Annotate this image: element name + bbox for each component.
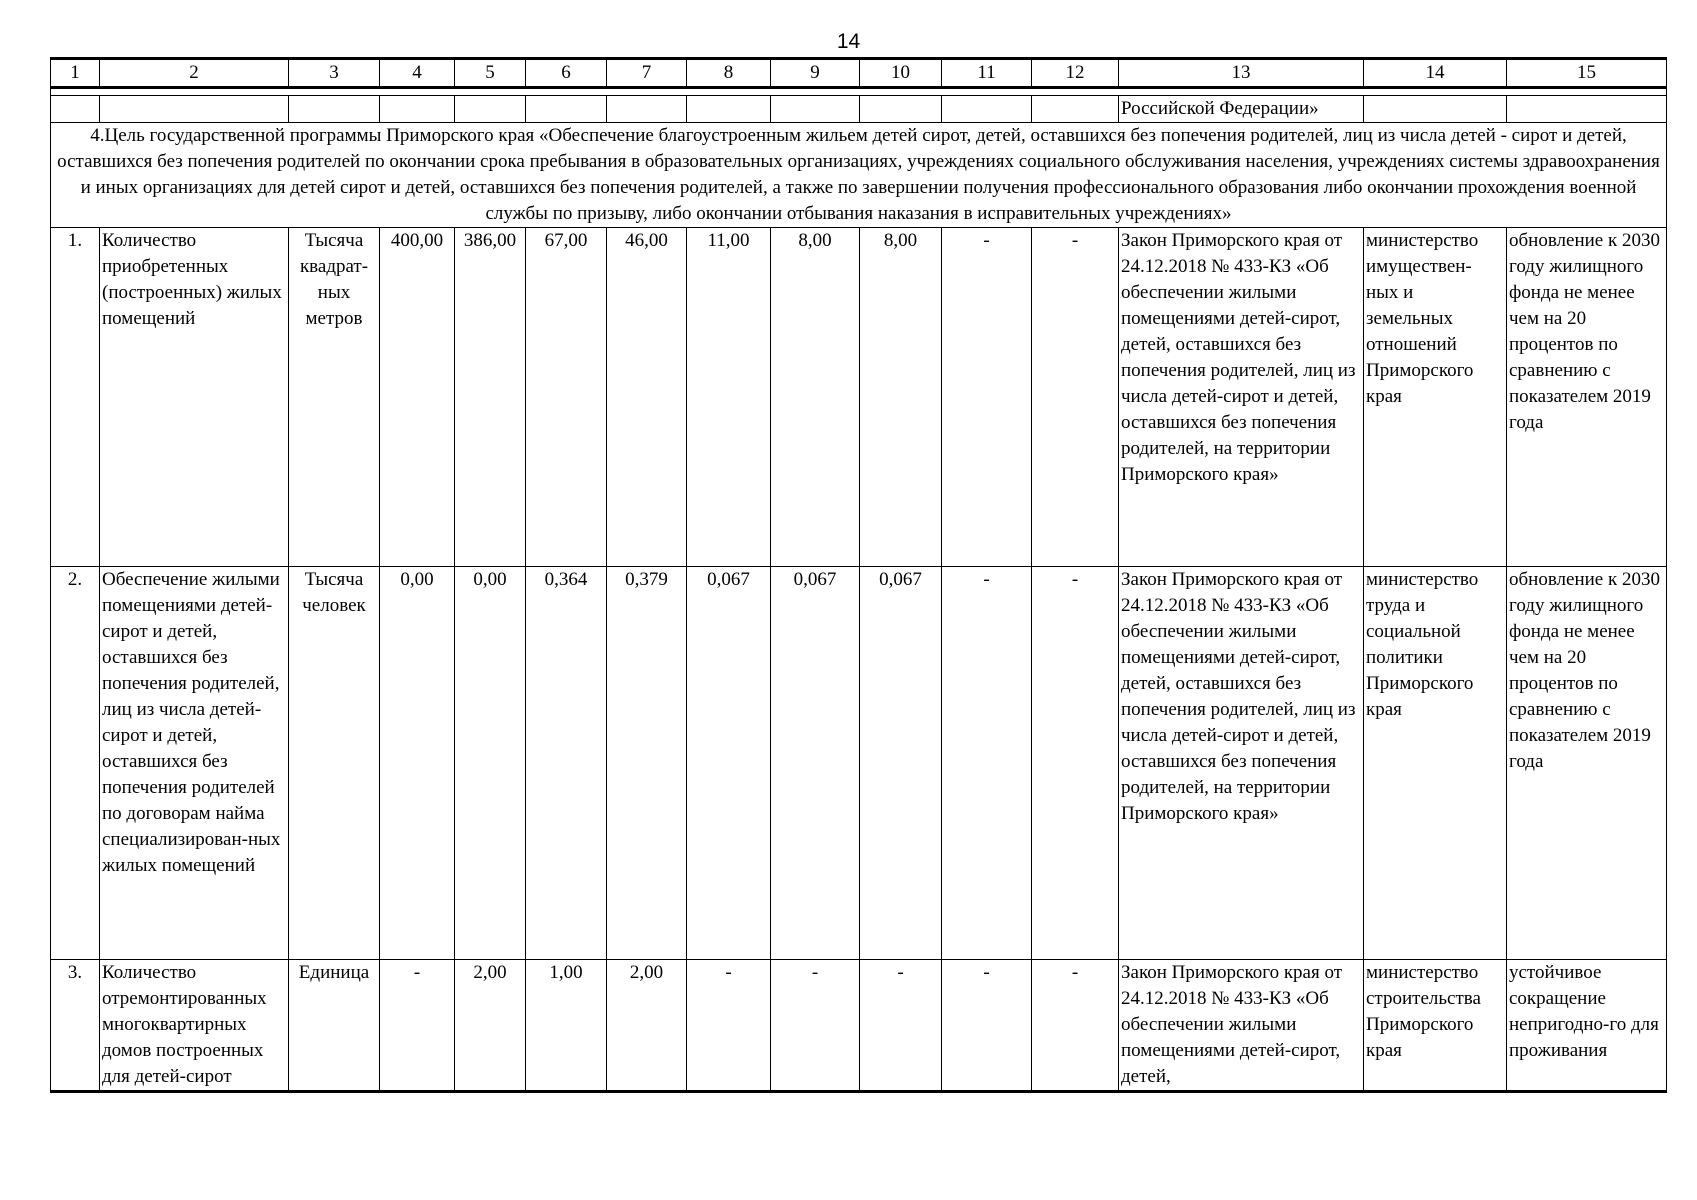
col-header-14: 14: [1364, 59, 1507, 88]
value-col-7: 0,379: [607, 567, 687, 960]
column-number-row: [51, 59, 1667, 88]
value-col-5: 2,00: [455, 960, 526, 1092]
unit: Тысяча человек: [289, 567, 380, 960]
goal-text: 4.Цель государственной программы Приморского края «Обеспечение благоустроенным жильем детей сирот, детей, оставшихся без попечения родителей, лиц из числа детей - сирот и детей, оставшихся без попечения родителей по окончании срока пребывания в образовательных организациях, учреждениях социального обслуживания населения, учреждениях системы здравоохранения и иных организациях для детей сирот и детей, оставшихся без попечения родителей, а также по завершении получения профессионального образования либо окончании прохождения военной службы по призыву, либо окончании отбывания наказания в исправительных учреждениях»: [51, 123, 1667, 228]
continuation-row: [51, 96, 1667, 123]
row-number: 1.: [51, 228, 100, 567]
value-col-9: 0,067: [771, 567, 860, 960]
goal-row: [51, 123, 1667, 228]
col-header-4: 4: [380, 59, 455, 88]
value-col-4: -: [380, 960, 455, 1092]
value-col-11: -: [942, 567, 1032, 960]
responsible-body: министерство имуществен-ных и земельных отношений Приморского края: [1364, 228, 1507, 567]
col-header-8: 8: [687, 59, 771, 88]
col-header-12: 12: [1032, 59, 1119, 88]
value-col-4: 0,00: [380, 567, 455, 960]
expected-result: обновление к 2030 году жилищного фонда не менее чем на 20 процентов по сравнению с показателем 2019 года: [1507, 228, 1667, 567]
value-col-5: 0,00: [455, 567, 526, 960]
value-col-7: 2,00: [607, 960, 687, 1092]
col-header-11: 11: [942, 59, 1032, 88]
table-row: [51, 567, 1667, 960]
value-col-11: -: [942, 228, 1032, 567]
value-col-12: -: [1032, 960, 1119, 1092]
page-number: 14: [836, 30, 861, 53]
legal-basis: Закон Приморского края от 24.12.2018 № 433-КЗ «Об обеспечении жилыми помещениями детей-сирот, детей,: [1119, 960, 1364, 1092]
unit: Тысяча квадрат-ных метров: [289, 228, 380, 567]
col-header-13: 13: [1119, 59, 1364, 88]
col-header-15: 15: [1507, 59, 1667, 88]
value-col-6: 67,00: [526, 228, 607, 567]
responsible-body: министерство труда и социальной политики Приморского края: [1364, 567, 1507, 960]
expected-result: обновление к 2030 году жилищного фонда не менее чем на 20 процентов по сравнению с показателем 2019 года: [1507, 567, 1667, 960]
responsible-body: министерство строительства Приморского края: [1364, 960, 1507, 1092]
value-col-4: 400,00: [380, 228, 455, 567]
value-col-9: 8,00: [771, 228, 860, 567]
value-col-12: -: [1032, 228, 1119, 567]
value-col-7: 46,00: [607, 228, 687, 567]
col-header-7: 7: [607, 59, 687, 88]
col-header-10: 10: [860, 59, 942, 88]
indicator-name: Количество отремонтированных многоквартирных домов построенных для детей-сирот: [100, 960, 289, 1092]
value-col-6: 0,364: [526, 567, 607, 960]
col-header-9: 9: [771, 59, 860, 88]
value-col-6: 1,00: [526, 960, 607, 1092]
table-row: [51, 960, 1667, 1092]
value-col-11: -: [942, 960, 1032, 1092]
col-header-5: 5: [455, 59, 526, 88]
value-col-8: 0,067: [687, 567, 771, 960]
legal-basis: Закон Приморского края от 24.12.2018 № 433-КЗ «Об обеспечении жилыми помещениями детей-сирот, детей, оставшихся без попечения родителей, лиц из числа детей-сирот и детей, оставшихся без попечения родителей, на территории Приморского края»: [1119, 567, 1364, 960]
row-number: 3.: [51, 960, 100, 1092]
indicator-name: Обеспечение жилыми помещениями детей-сирот и детей, оставшихся без попечения родителей, лиц из числа детей-сирот и детей, оставшихся без попечения родителей по договорам найма специализирован-ных жилых помещений: [100, 567, 289, 960]
indicator-name: Количество приобретенных (построенных) жилых помещений: [100, 228, 289, 567]
value-col-10: -: [860, 960, 942, 1092]
value-col-9: -: [771, 960, 860, 1092]
col-header-2: 2: [100, 59, 289, 88]
unit: Единица: [289, 960, 380, 1092]
value-col-8: 11,00: [687, 228, 771, 567]
col-header-3: 3: [289, 59, 380, 88]
value-col-10: 0,067: [860, 567, 942, 960]
continuation-text: Российской Федерации»: [1119, 96, 1364, 123]
legal-basis: Закон Приморского края от 24.12.2018 № 433-КЗ «Об обеспечении жилыми помещениями детей-сирот, детей, оставшихся без попечения родителей, лиц из числа детей-сирот и детей, оставшихся без попечения родителей, на территории Приморского края»: [1119, 228, 1364, 567]
value-col-8: -: [687, 960, 771, 1092]
col-header-6: 6: [526, 59, 607, 88]
header-separator: [51, 88, 1667, 96]
value-col-10: 8,00: [860, 228, 942, 567]
value-col-12: -: [1032, 567, 1119, 960]
indicators-table: [50, 57, 1667, 1093]
value-col-5: 386,00: [455, 228, 526, 567]
col-header-1: 1: [51, 59, 100, 88]
expected-result: устойчивое сокращение непригодно-го для проживания: [1507, 960, 1667, 1092]
table-row: [51, 228, 1667, 567]
row-number: 2.: [51, 567, 100, 960]
